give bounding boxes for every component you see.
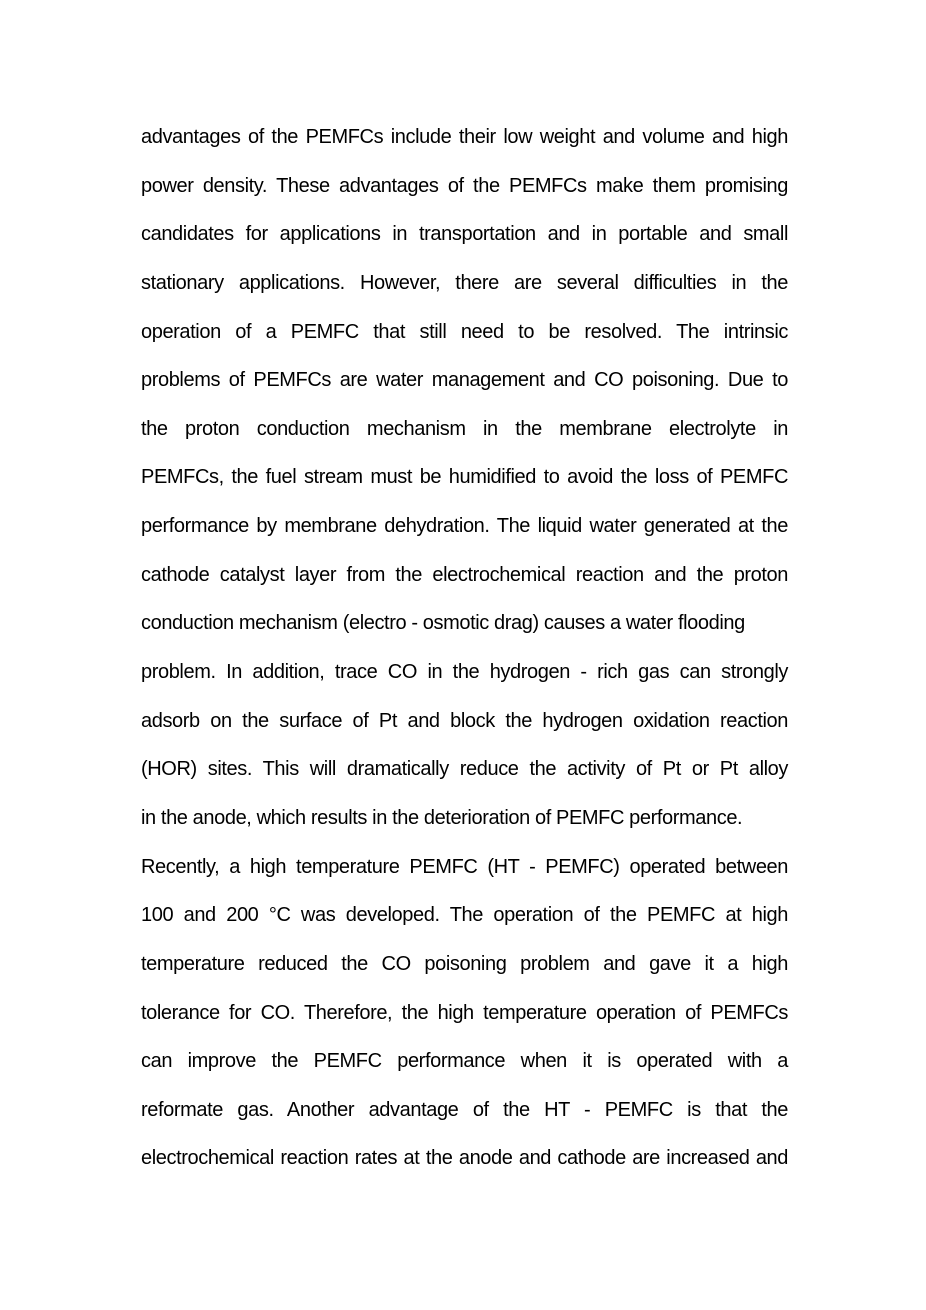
text-line: PEMFCs, the fuel stream must be humidified to avoid the loss of PEMFC [141,466,788,489]
text-line: stationary applications. However, there are several difficulties in the [141,271,788,294]
text-line: adsorb on the surface of Pt and block the hydrogen oxidation reaction [141,709,788,732]
text-line: advantages of the PEMFCs include their low weight and volume and high [141,126,788,148]
text-line: power density. These advantages of the PEMFCs make them promising [141,174,788,197]
text-line: operation of a PEMFC that still need to be resolved. The intrinsic [141,320,788,343]
text-line: in the anode, which results in the deterioration of PEMFC performance. [141,806,743,829]
text-line: temperature reduced the CO poisoning problem and gave it a high [141,952,788,975]
document-body [141,113,788,1183]
text-line: the proton conduction mechanism in the membrane electrolyte in [141,417,788,440]
text-line: candidates for applications in transportation and in portable and small [141,223,788,246]
text-line: performance by membrane dehydration. The liquid water generated at the [141,515,788,538]
text-line: reformate gas. Another advantage of the HT - PEMFC is that the [141,1098,788,1121]
text-line: cathode catalyst layer from the electrochemical reaction and the proton [141,563,788,586]
text-line: problems of PEMFCs are water management and CO poisoning. Due to [141,369,788,392]
text-line: can improve the PEMFC performance when it is operated with a [141,1050,788,1073]
text-line: problem. In addition, trace CO in the hydrogen - rich gas can strongly [141,661,788,684]
text-line: electrochemical reaction rates at the anode and cathode are increased and [141,1147,788,1170]
text-line: Recently, a high temperature PEMFC (HT - PEMFC) operated between [141,855,788,878]
text-line: 100 and 200 °C was developed. The operation of the PEMFC at high [141,904,788,927]
text-line: conduction mechanism (electro - osmotic drag) causes a water flooding [141,612,745,635]
text-line: tolerance for CO. Therefore, the high temperature operation of PEMFCs [141,1001,788,1024]
text-line: (HOR) sites. This will dramatically reduce the activity of Pt or Pt alloy [141,758,788,781]
